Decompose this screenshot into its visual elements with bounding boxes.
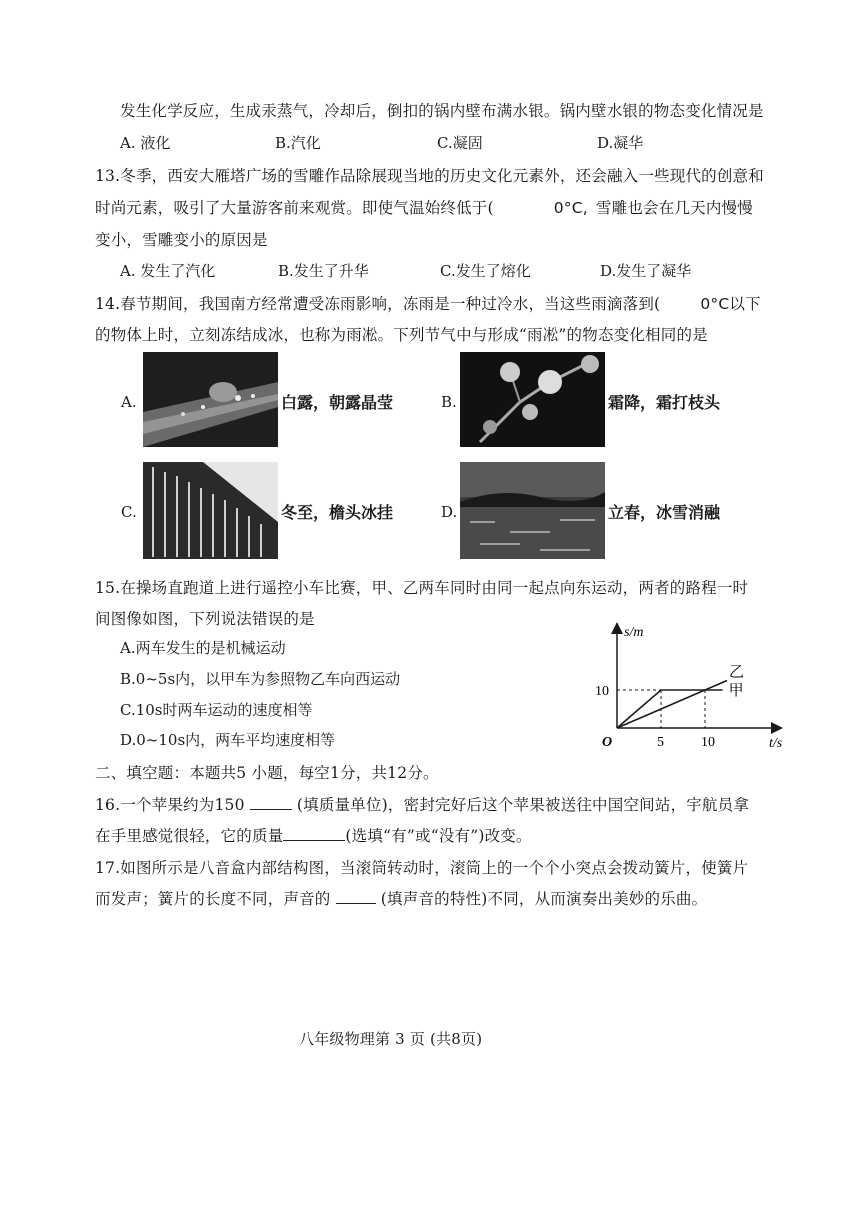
x-tick-label-5: 5 <box>657 735 664 750</box>
q14-option-a-label: A. <box>121 393 137 411</box>
q12-option-a: A. 液化 <box>120 134 171 152</box>
y-axis-label: s/m <box>624 625 644 640</box>
q17-stem-line2-start: 而发声；簧片的长度不同，声音的 <box>95 890 331 908</box>
y-tick-label-10: 10 <box>595 684 609 699</box>
q14-option-d-caption: 立春，冰雪消融 <box>608 503 721 522</box>
q13-stem-line2 <box>95 196 753 218</box>
q15-stem-line1: 15.在操场直跑道上进行遥控小车比赛，甲、乙两车同时由同一起点向东运动，两者的路程一时 <box>95 579 749 597</box>
q16-blank-1[interactable] <box>250 795 292 810</box>
q14-stem-line2: 的物体上时，立刻冻结成冰，也称为雨凇。下列节气中与形成“雨凇”的物态变化相同的是 <box>95 326 708 344</box>
q16-stem-line2-end: (选填“有”或“没有”)改变。 <box>345 827 532 845</box>
q13-option-d: D.发生了凝华 <box>600 262 692 280</box>
q13-stem-line2-end: 雪雕也会在几天内慢慢 <box>595 199 753 217</box>
q14-stem-line1 <box>95 292 761 314</box>
q13-temperature: 0°C, <box>553 199 588 217</box>
q15-option-c: C.10s时两车运动的速度相等 <box>120 701 313 719</box>
series-line-yi <box>617 681 727 729</box>
q12-option-d: D.凝华 <box>597 134 644 152</box>
section2-heading: 二、填空题：本题共5 小题，每空1分，共12分。 <box>95 764 439 782</box>
q15-distance-time-graph <box>592 620 792 755</box>
q14-option-b-photo-frost <box>460 352 605 447</box>
page-footer: 八年级物理第 3 页 (共8页) <box>299 1030 483 1048</box>
q17-blank-1[interactable] <box>336 889 376 904</box>
q17-stem-line2 <box>95 887 707 909</box>
q15-option-a: A.两车发生的是机械运动 <box>120 639 286 657</box>
q16-stem-line2 <box>95 824 532 846</box>
q14-temperature: 0°C以下 <box>700 295 761 313</box>
q12-option-b: B.汽化 <box>275 134 321 152</box>
q12-option-c: C.凝固 <box>437 134 483 152</box>
q14-option-c-photo-icicles <box>143 462 278 559</box>
q17-stem-line1: 17.如图所示是八音盒内部结构图，当滚筒转动时，滚筒上的一个个小突点会拨动簧片，使簧片 <box>95 859 749 877</box>
series-label-jia: 甲 <box>728 683 744 699</box>
q17-stem-line2-end: (填声音的特性)不同，从而演奏出美妙的乐曲。 <box>380 890 708 908</box>
q12-stem-line1: 发生化学反应，生成汞蒸气，冷却后，倒扣的锅内壁布满水银。锅内壁水银的物态变化情况是 <box>120 102 764 120</box>
q15-option-d: D.0~10s内，两车平均速度相等 <box>120 731 336 749</box>
q16-stem-line2-start: 在手里感觉很轻，它的质量 <box>95 827 284 845</box>
q14-option-d-photo-thaw <box>460 462 605 559</box>
origin-label: O <box>602 735 613 750</box>
q13-stem-line2-start: 时尚元素，吸引了大量游客前来观赏。即使气温始终低于( <box>95 199 494 217</box>
q16-stem-line1-end: (填质量单位)，密封完好后这个苹果被送往中国空间站，宇航员拿 <box>296 796 750 814</box>
q14-option-b-caption: 霜降，霜打枝头 <box>608 393 721 412</box>
q14-option-a-photo-dew <box>143 352 278 447</box>
q16-blank-2[interactable] <box>283 826 345 841</box>
q15-stem-line2: 间图像如图，下列说法错误的是 <box>95 610 315 628</box>
series-line-jia <box>617 690 723 728</box>
q14-option-a-caption: 白露，朝露晶莹 <box>281 393 394 412</box>
q13-stem-line1: 13.冬季，西安大雁塔广场的雪雕作品除展现当地的历史文化元素外，还会融入一些现代的创意和 <box>95 167 764 185</box>
series-label-yi: 乙 <box>729 664 745 681</box>
q14-option-c-caption: 冬至，檐头冰挂 <box>281 503 394 522</box>
q14-stem-line1-start: 14.春节期间，我国南方经常遭受冻雨影响，冻雨是一种过冷水，当这些雨滴落到( <box>95 295 661 313</box>
q14-option-b-label: B. <box>441 393 457 411</box>
q16-stem-line1 <box>95 793 749 815</box>
q13-option-b: B.发生了升华 <box>278 262 369 280</box>
q13-option-a: A. 发生了汽化 <box>120 262 216 280</box>
q16-stem-line1-start: 16.一个苹果约为150 <box>95 796 245 814</box>
x-tick-label-10: 10 <box>701 735 715 750</box>
x-axis-label: t/s <box>769 736 783 751</box>
q13-stem-line3: 变小，雪雕变小的原因是 <box>95 231 268 249</box>
q14-option-d-label: D. <box>441 503 458 521</box>
q13-option-c: C.发生了熔化 <box>440 262 531 280</box>
q15-option-b: B.0~5s内，以甲车为参照物乙车向西运动 <box>120 670 401 688</box>
q14-option-c-label: C. <box>121 503 137 521</box>
